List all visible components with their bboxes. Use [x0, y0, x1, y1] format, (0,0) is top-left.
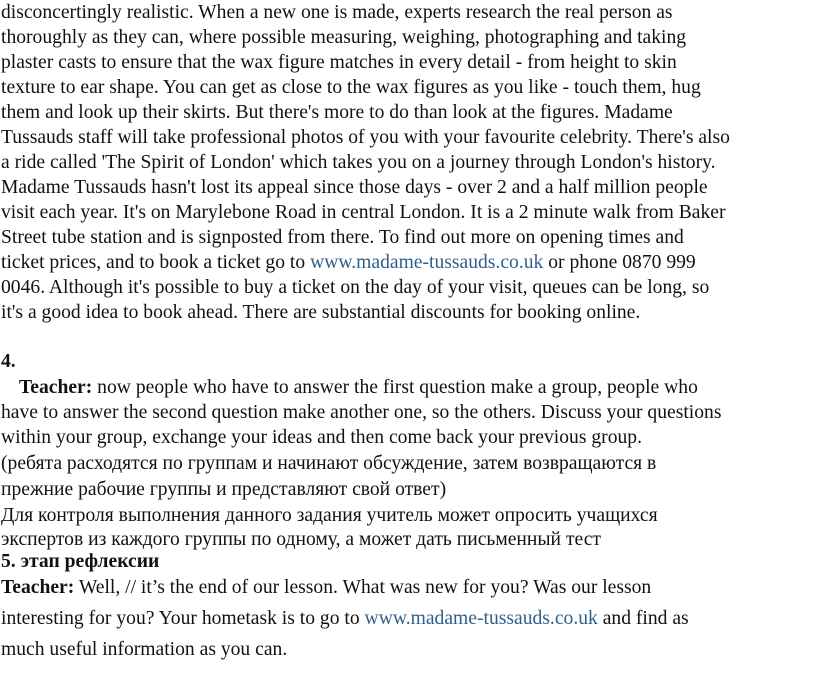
- teacher-label: Teacher:: [1, 577, 75, 598]
- paragraph-line: texture to ear shape. You can get as close to the wax figures as you like - touch them, hug: [1, 77, 701, 98]
- text: Well, // it’s the end of our lesson. What was new for you? Was our lesson: [74, 577, 652, 598]
- paragraph-line: [1, 250, 696, 275]
- paragraph-line: visit each year. It's on Marylebone Road in central London. It is a 2 minute walk from Baker: [1, 202, 726, 223]
- text: or phone 0870 999: [543, 252, 696, 273]
- paragraph-line: a ride called 'The Spirit of London' which takes you on a journey through London's history.: [1, 152, 716, 173]
- section-number: 4.: [1, 351, 16, 372]
- russian-line: Для контроля выполнения данного задания учитель может опросить учащихся: [1, 505, 658, 526]
- paragraph-line: Tussauds staff will take professional photos of you with your favourite celebrity. There's also: [1, 127, 730, 148]
- paragraph-line: 0046. Although it's possible to buy a ticket on the day of your visit, queues can be long, so: [1, 277, 710, 298]
- paragraph-line: Street tube station and is signposted from there. To find out more on opening times and: [1, 227, 684, 248]
- paragraph-line: plaster casts to ensure that the wax figure matches in every detail - from height to skin: [1, 52, 677, 73]
- paragraph-line: it's a good idea to book ahead. There are substantial discounts for booking online.: [1, 302, 641, 323]
- paragraph-line: within your group, exchange your ideas and then come back your previous group.: [1, 427, 642, 448]
- paragraph-line: have to answer the second question make another one, so the others. Discuss your questions: [1, 402, 722, 423]
- russian-line: экспертов из каждого группы по одному, а может дать письменный тест: [1, 529, 601, 550]
- paragraph-line: thoroughly as they can, where possible measuring, weighing, photographing and taking: [1, 27, 687, 48]
- teacher-label: Teacher:: [19, 377, 93, 398]
- paragraph-line: much useful information as you can.: [1, 639, 288, 660]
- website-link[interactable]: www.madame-tussauds.co.uk: [310, 252, 544, 273]
- paragraph-line: Madame Tussauds hasn't lost its appeal since those days - over 2 and a half million people: [1, 177, 708, 198]
- teacher-line: [1, 575, 651, 600]
- russian-line: прежние рабочие группы и представляют свой ответ): [1, 479, 447, 500]
- text: and find as: [597, 608, 689, 629]
- paragraph-line: them and look up their skirts. But there's more to do than look at the figures. Madame: [1, 102, 673, 123]
- website-link[interactable]: www.madame-tussauds.co.uk: [364, 608, 598, 629]
- section-heading: 5. этап рефлексии: [1, 551, 160, 572]
- text: interesting for you? Your hometask is to go to: [1, 608, 365, 629]
- paragraph-line: [1, 606, 689, 631]
- paragraph-line: disconcertingly realistic. When a new one is made, experts research the real person as: [1, 2, 673, 23]
- text: ticket prices, and to book a ticket go to: [1, 252, 311, 273]
- teacher-line: [19, 375, 698, 400]
- text: now people who have to answer the first question make a group, people who: [92, 377, 698, 398]
- russian-line: (ребята расходятся по группам и начинают обсуждение, затем возвращаются в: [1, 453, 657, 474]
